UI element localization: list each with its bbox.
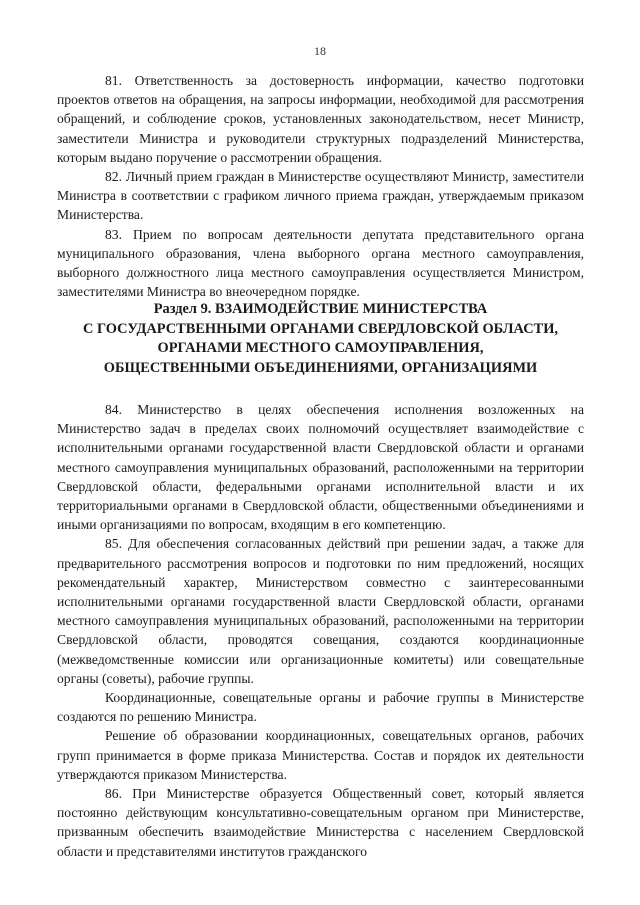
- paragraph-84: 84. Министерство в целях обеспечения исполнения возложенных на Министерство задач в пределах своих полномочий осуществляет взаимодействие с исполнительными органами государственной власти Свердловской области и органами местного самоуправления муниципальных образований, расположенными на территории Свердловской области, федеральными органами исполнительной власти и их территориальными органами в Свердловской области, общественными объединениями и иными организациями по вопросам, входящим в его компетенцию.: [57, 402, 584, 533]
- section-9-heading-line-1: Раздел 9. ВЗАИМОДЕЙСТВИЕ МИНИСТЕРСТВА: [153, 301, 488, 317]
- paragraph-85: 85. Для обеспечения согласованных действий при решении задач, а также для предварительного рассмотрения вопросов и подготовки по ним предложений, носящих рекомендательный характер, Министерством совместно с заинтересованными исполнительными органами государственной власти Свердловской области, органами местного самоуправления муниципальных образований, расположенными на территории Свердловской области, проводятся совещания, создаются координационные (межведомственные комиссии или организационные комитеты) или совещательные органы (советы), рабочие группы.: [57, 536, 584, 686]
- paragraph-82: 82. Личный прием граждан в Министерстве осуществляют Министр, заместители Министра в соответствии с графиком личного приема граждан, утверждаемым приказом Министерства.: [57, 169, 584, 223]
- paragraph-81: 81. Ответственность за достоверность информации, качество подготовки проектов ответов на обращения, на запросы информации, необходимой для рассмотрения обращений, и соблюдение сроков, установленных законодательством, несет Министр, заместители Министра и руководители структурных подразделений Министерства, которым выдано поручение о рассмотрении обращения.: [57, 73, 584, 165]
- section-9-body: [57, 400, 584, 861]
- page-number: 18: [314, 44, 326, 58]
- section-9-heading-line-4: ОБЩЕСТВЕННЫМИ ОБЪЕДИНЕНИЯМИ, ОРГАНИЗАЦИЯМИ: [103, 359, 538, 376]
- paragraph-85-coordination: Координационные, совещательные органы и рабочие группы в Министерстве создаются по решению Министра.: [57, 690, 584, 725]
- paragraph-86: 86. При Министерстве образуется Общественный совет, который является постоянно действующим консультативно-совещательным органом при Министерстве, призванным обеспечить взаимодействие Министерства с населением Свердловской области и представителями институтов гражданского: [57, 786, 584, 859]
- section-a-body: [57, 71, 584, 301]
- section-9-heading-line-2: С ГОСУДАРСТВЕННЫМИ ОРГАНАМИ СВЕРДЛОВСКОЙ ОБЛАСТИ,: [83, 320, 558, 337]
- paragraph-83: 83. Прием по вопросам деятельности депутата представительного органа муниципального образования, члена выборного органа местного самоуправления, выборного должностного лица местного самоуправления осуществляется Министром, заместителями Министра во внеочередном порядке.: [57, 226, 584, 300]
- section-9-heading: [57, 300, 584, 378]
- paragraph-85-decision: Решение об образовании координационных, совещательных органов, рабочих групп принимается в форме приказа Министерства. Состав и порядок их деятельности утверждаются приказом Министерства.: [57, 728, 584, 782]
- section-9-heading-line-3: ОРГАНАМИ МЕСТНОГО САМОУПРАВЛЕНИЯ,: [157, 340, 484, 357]
